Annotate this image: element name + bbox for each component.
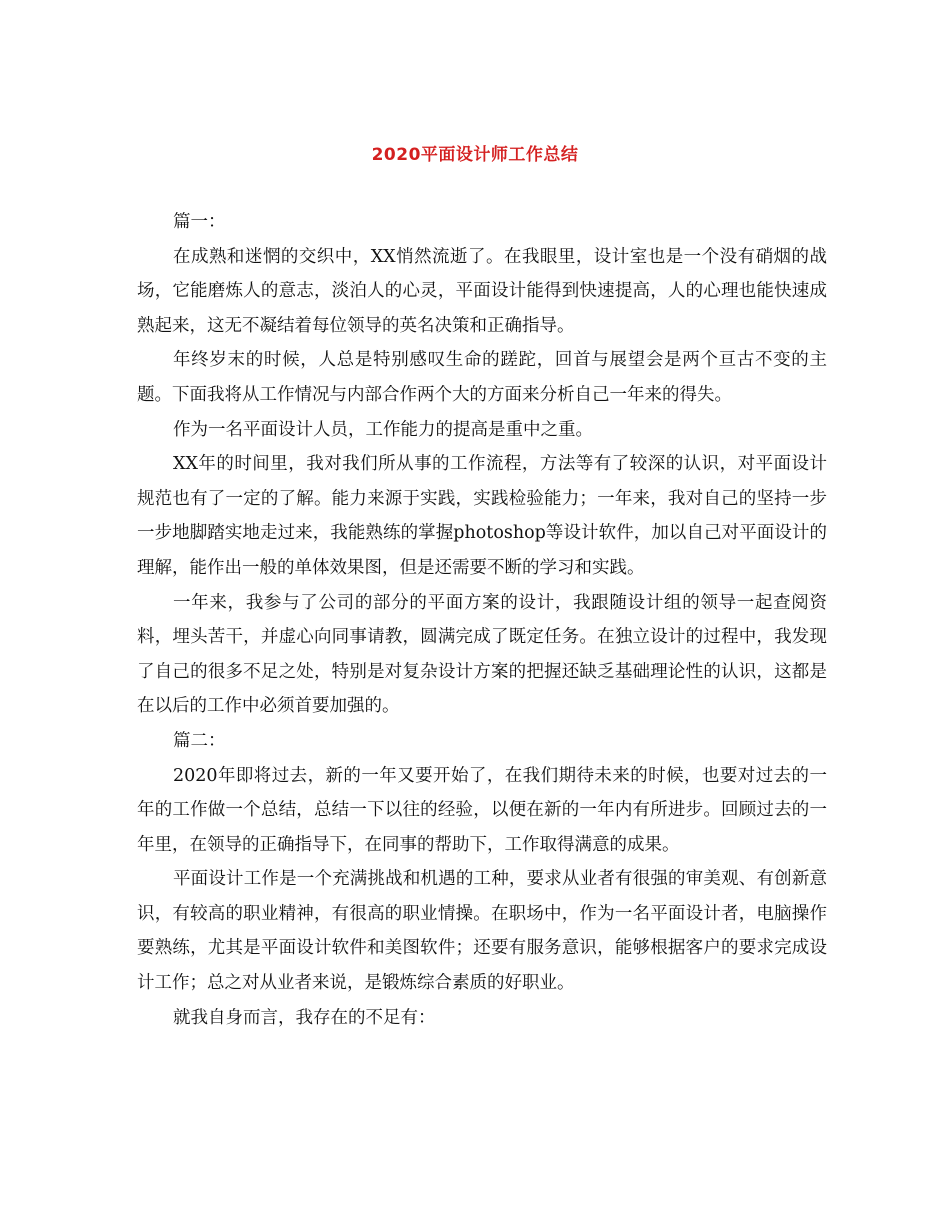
paragraph: 在成熟和迷惘的交织中，XX悄然流逝了。在我眼里，设计室也是一个没有硝烟的战场，它能磨炼人的意志，淡泊人的心灵，平面设计能得到快速提高，人的心理也能快速成熟起来，这无不凝结着每位领导的英名决策和正确指导。: [137, 246, 827, 336]
paragraph: 2020年即将过去，新的一年又要开始了，在我们期待未来的时候，也要对过去的一年的工作做一个总结，总结一下以往的经验，以便在新的一年内有所进步。回顾过去的一年里，在领导的正确指导下，在同事的帮助下，工作取得满意的成果。: [137, 765, 827, 855]
document-body: [137, 205, 827, 1035]
paragraph: 就我自身而言，我存在的不足有：: [173, 1007, 436, 1028]
paragraph: 平面设计工作是一个充满挑战和机遇的工种，要求从业者有很强的审美观、有创新意识，有较高的职业精神，有很高的职业情操。在职场中，作为一名平面设计者，电脑操作要熟练，尤其是平面设计软件和美图软件；还要有服务意识，能够根据客户的要求完成设计工作；总之对从业者来说，是锻炼综合素质的好职业。: [137, 869, 827, 994]
paragraph: XX年的时间里，我对我们所从事的工作流程，方法等有了较深的认识，对平面设计规范也有了一定的了解。能力来源于实践，实践检验能力；一年来，我对自己的坚持一步一步地脚踏实地走过来，我能熟练的掌握photoshop等设计软件，加以自己对平面设计的理解，能作出一般的单体效果图，但是还需要不断的学习和实践。: [137, 454, 827, 578]
paragraph: 作为一名平面设计人员，工作能力的提高是重中之重。: [173, 419, 593, 440]
section-heading-1: 篇一：: [173, 212, 226, 232]
paragraph: 年终岁末的时候，人总是特别感叹生命的蹉跎，回首与展望会是两个亘古不变的主题。下面我将从工作情况与内部合作两个大的方面来分析自己一年来的得失。: [137, 350, 827, 405]
paragraph: 一年来，我参与了公司的部分的平面方案的设计，我跟随设计组的领导一起查阅资料，埋头苦干，并虚心向同事请教，圆满完成了既定任务。在独立设计的过程中，我发现了自己的很多不足之处，特别是对复杂设计方案的把握还缺乏基础理论性的认识，这都是在以后的工作中必须首要加强的。: [137, 592, 827, 717]
section-heading-2: 篇二：: [173, 730, 226, 751]
document-title: 2020平面设计师工作总结: [371, 145, 579, 165]
